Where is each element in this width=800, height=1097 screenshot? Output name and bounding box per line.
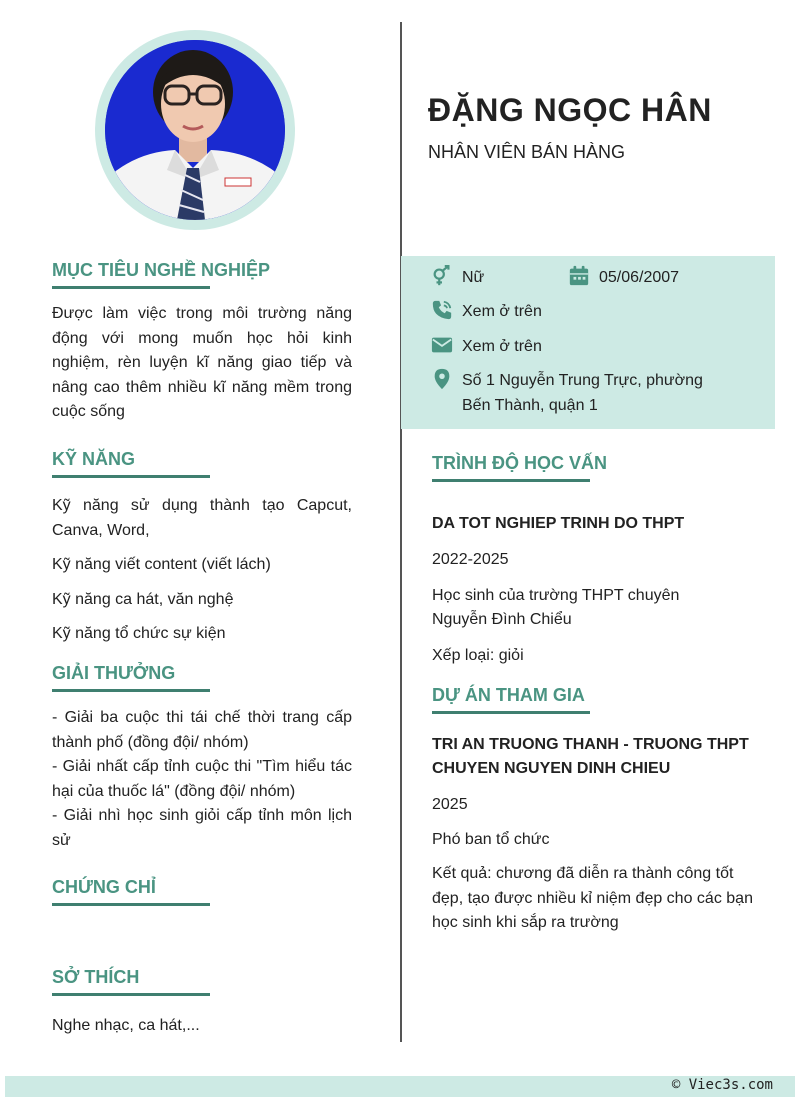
- job-title: NHÂN VIÊN BÁN HÀNG: [428, 142, 626, 162]
- location-pin-icon: [431, 368, 453, 390]
- skills-section: [52, 447, 352, 647]
- education-years: 2022-2025: [432, 551, 509, 568]
- objective-underline: [52, 286, 210, 289]
- skill-item: Kỹ năng ca hát, văn nghệ: [52, 590, 234, 608]
- skills-title: KỸ NĂNG: [52, 449, 136, 469]
- education-title: TRÌNH ĐỘ HỌC VẤN: [432, 453, 607, 473]
- skills-underline: [52, 475, 210, 478]
- objective-text: Được làm việc trong môi trường năng động với mong muốn học hỏi kinh nghiệm, rèn luyện kĩ năng giao tiếp và nâng cao thêm nhiều kĩ năng mềm trong cuộc sống: [52, 305, 352, 420]
- project-year: 2025: [432, 796, 468, 813]
- contact-info-panel: [401, 256, 775, 429]
- address-line-2: Bến Thành, quận 1: [462, 397, 598, 414]
- birthdate-value: 05/06/2007: [599, 269, 680, 286]
- award-item: - Giải nhì học sinh giỏi cấp tỉnh môn lịch sử: [52, 807, 352, 849]
- hobbies-section: [52, 965, 352, 1039]
- hobbies-title: SỞ THÍCH: [52, 967, 140, 987]
- projects-underline: [432, 711, 590, 714]
- phone-value: Xem ở trên: [462, 303, 542, 320]
- skill-item: Kỹ năng viết content (viết lách): [52, 556, 271, 573]
- project-result: Kết quả: chương đã diễn ra thành công tốt đẹp, tạo được nhiều kỉ niệm đẹp cho các bạn học sinh khi sắp ra trường: [432, 865, 753, 931]
- projects-section: [432, 683, 762, 936]
- project-role: Phó ban tổ chức: [432, 830, 550, 848]
- project-name: TRI AN TRUONG THANH - TRUONG THPT CHUYEN NGUYEN DINH CHIEU: [432, 736, 749, 777]
- awards-underline: [52, 689, 210, 692]
- phone-icon: [431, 299, 453, 321]
- education-section: [432, 451, 762, 668]
- objective-title: MỤC TIÊU NGHỀ NGHIỆP: [52, 260, 271, 280]
- column-divider: [400, 22, 402, 1042]
- education-degree: DA TOT NGHIEP TRINH DO THPT: [432, 515, 685, 532]
- skill-item: Kỹ năng sử dụng thành tạo Capcut, Canva, Word,: [52, 497, 352, 539]
- awards-title: GIẢI THƯỞNG: [52, 663, 176, 683]
- avatar: [105, 40, 285, 220]
- avatar-frame: [95, 30, 295, 230]
- calendar-icon: [568, 265, 590, 287]
- footer-bar: [5, 1076, 795, 1097]
- candidate-name: ĐẶNG NGỌC HÂN: [428, 92, 712, 128]
- gender-icon: [431, 265, 453, 287]
- certificates-section: [52, 875, 352, 906]
- skill-item: Kỹ năng tổ chức sự kiện: [52, 625, 226, 642]
- award-item: - Giải ba cuộc thi tái chế thời trang cấp thành phố (đồng đội/ nhóm): [52, 709, 352, 751]
- education-grade: Xếp loại: giỏi: [432, 646, 524, 664]
- email-value: Xem ở trên: [462, 338, 542, 355]
- education-underline: [432, 479, 590, 482]
- awards-section: [52, 661, 352, 853]
- award-item: - Giải nhất cấp tỉnh cuộc thi "Tìm hiểu tác hại của thuốc lá" (đồng đội/ nhóm): [52, 758, 352, 800]
- hobbies-underline: [52, 993, 210, 996]
- gender-value: Nữ: [462, 269, 485, 286]
- education-school: Học sinh của trường THPT chuyên Nguyễn Đình Chiểu: [432, 586, 680, 628]
- projects-title: DỰ ÁN THAM GIA: [432, 685, 585, 705]
- hobbies-text: Nghe nhạc, ca hát,...: [52, 1017, 200, 1034]
- address-line-1: Số 1 Nguyễn Trung Trực, phường: [462, 372, 703, 389]
- footer-copyright: © Viec3s.com: [671, 1077, 773, 1093]
- objective-section: [52, 258, 352, 425]
- email-icon: [431, 334, 453, 356]
- certificates-title: CHỨNG CHỈ: [52, 877, 156, 897]
- certificates-underline: [52, 903, 210, 906]
